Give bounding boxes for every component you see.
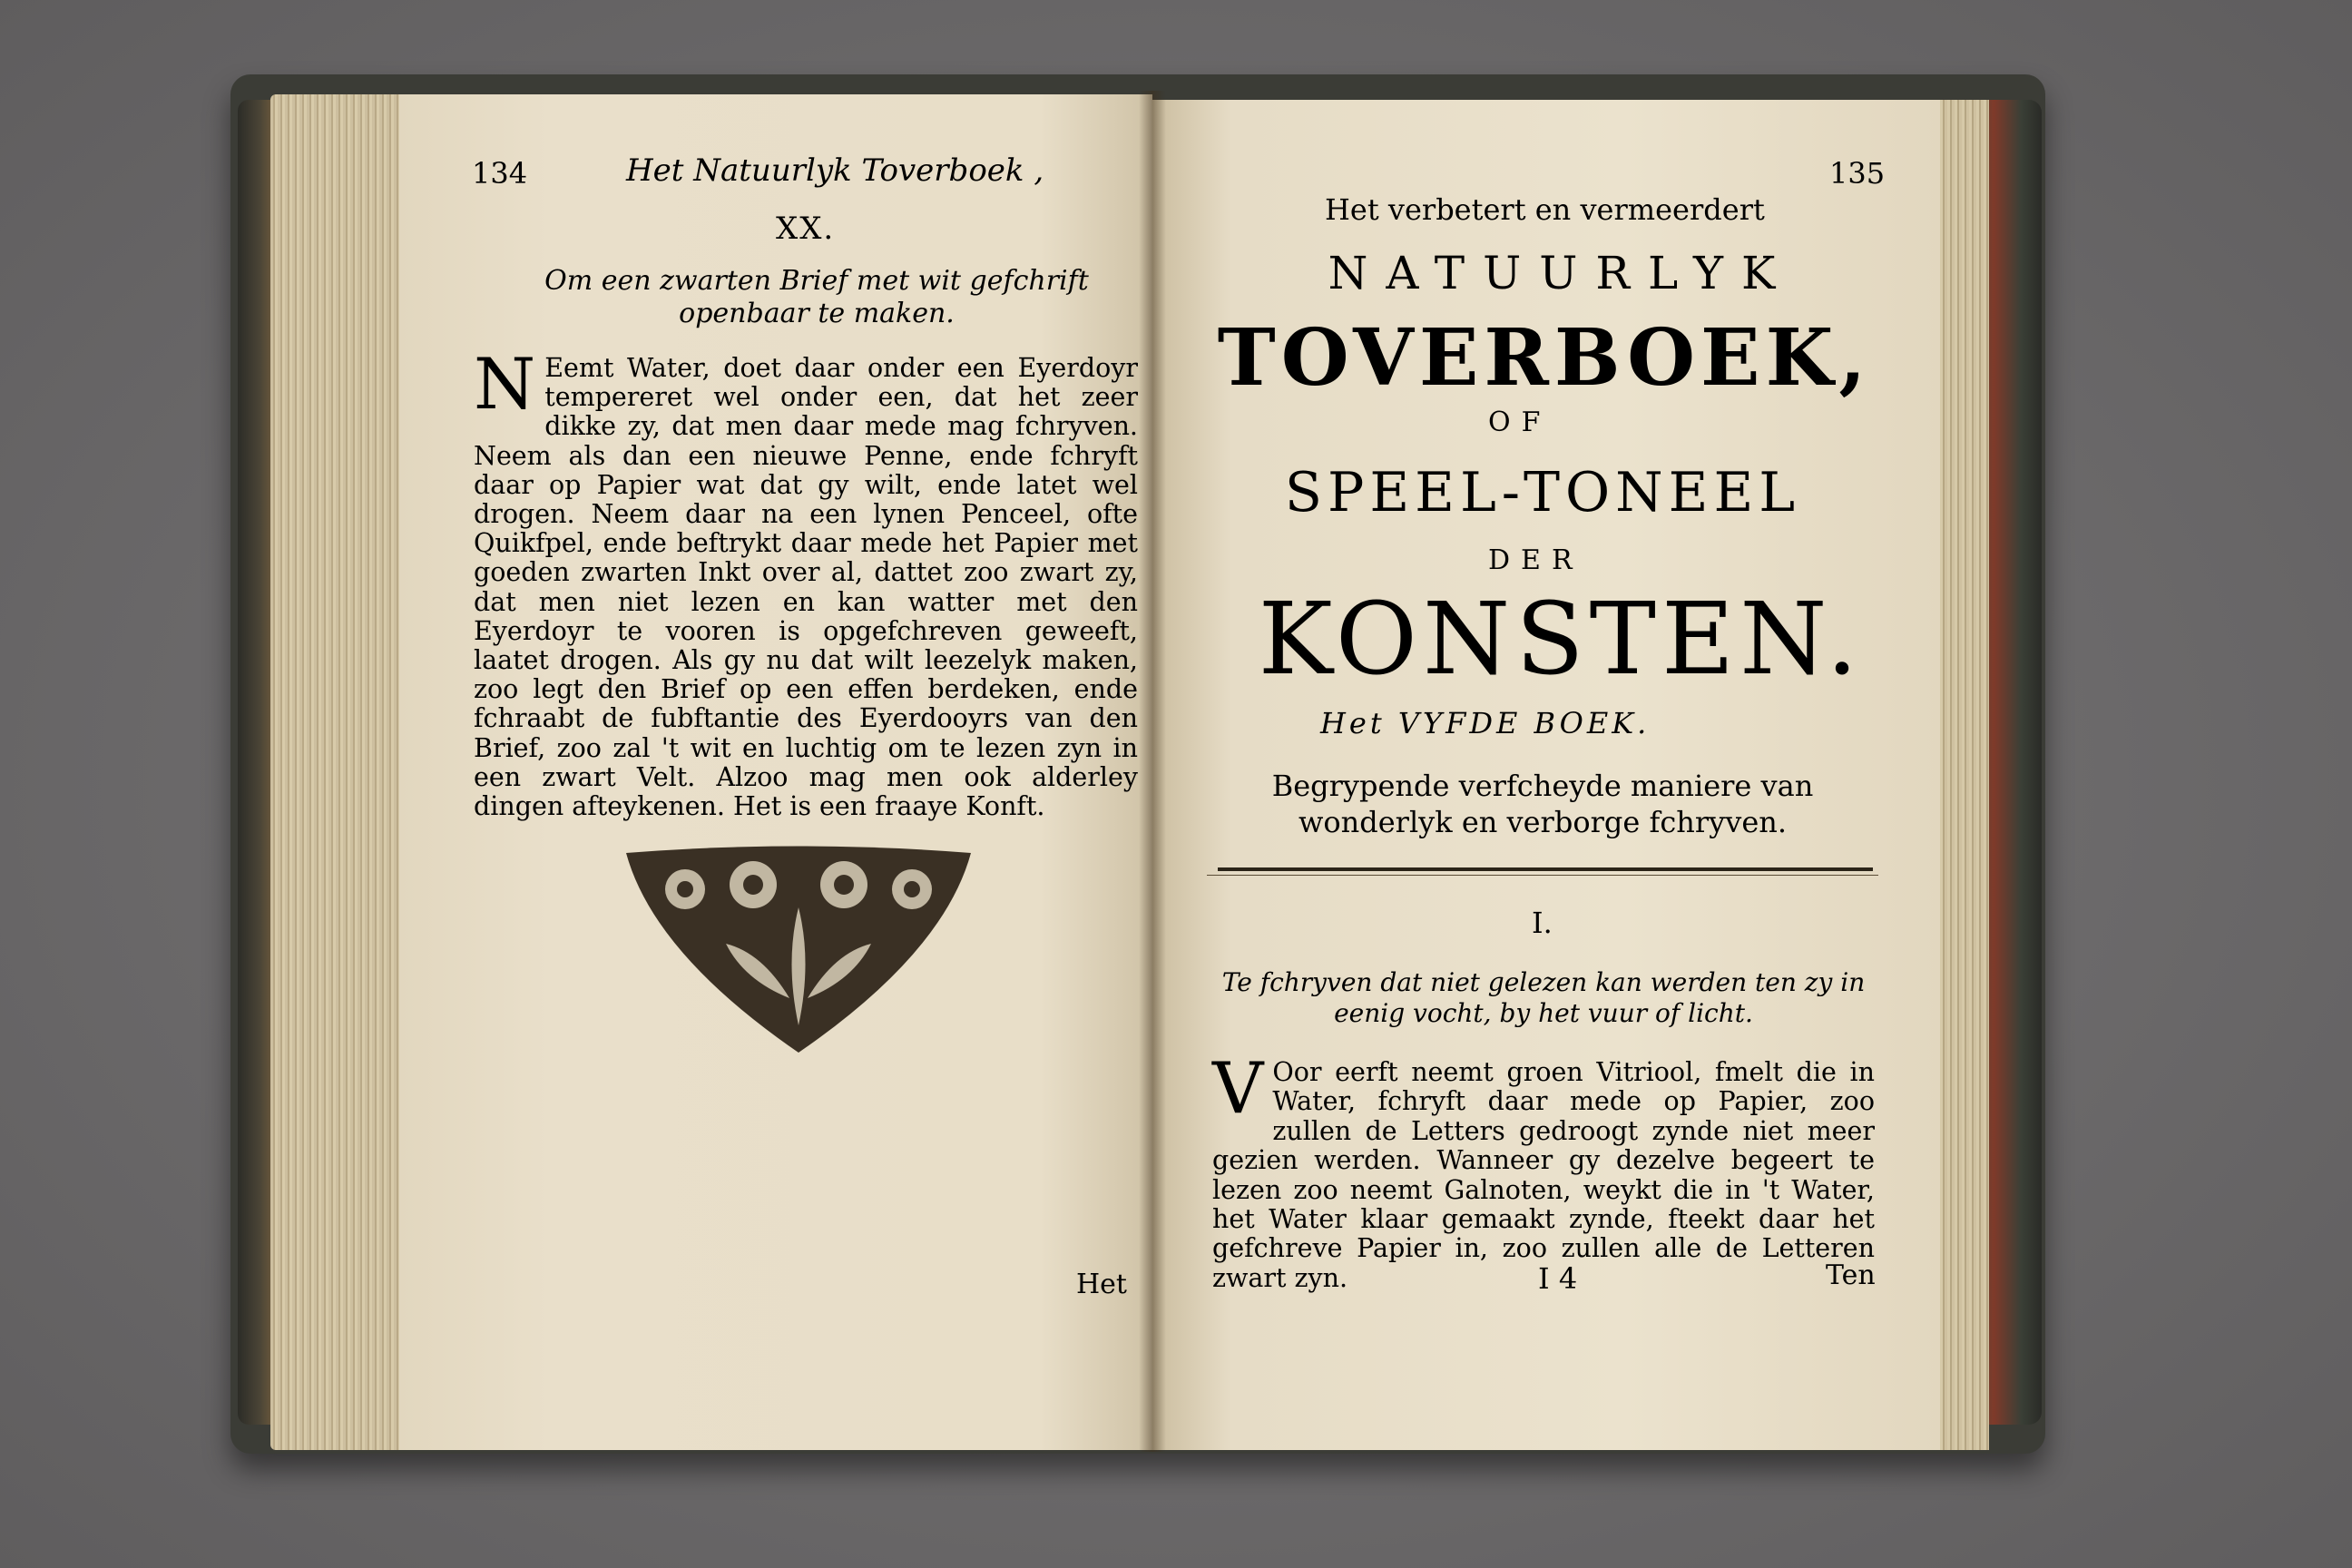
title-der: DER <box>1488 544 1583 576</box>
title-line-konsten: KONSTEN. <box>1258 581 1864 697</box>
right-section-heading: Te fchryven dat niet gelezen kan werden ten zy in eenig vocht, by het vuur of licht. <box>1221 967 1866 1028</box>
left-body-text <box>474 344 1138 822</box>
book-description: Begrypende verfcheyde maniere van wonderlyk en verborge fchryven. <box>1271 769 1814 839</box>
left-body-paragraph: Eemt Water, doet daar onder een Eyerdoyr tempereret wel onder een, dat het zeer dikke zy, dat men daar mede mag fchryven. Neem als dan een nieuwe Penne, ende fchryft daar op Papier wat dat gy wilt, ende latet wel drogen. Neem daar na een lynen Penceel, ofte Quikfpel, ende beftrykt daar mede het Papier met goeden zwarten Inkt over al, dattet zoo zwart zy, dat men niet lezen en kan watter met den Eyerdoyr te vooren is opgefchreven geweeft, laatet drogen. Als gy nu dat wilt leezelyk maken, zoo legt den Brief op een effen berdeken, ende fchraabt de fubftantie des Eyerdooyrs van den Brief, zoo zal 't wit en luchtig om te lezen zyn in een zwart Velt. Alzoo mag men ook alderley dingen afteykenen. Het is een fraaye Konft. <box>474 353 1138 822</box>
right-body-text <box>1212 1048 1875 1293</box>
page-block-right <box>1933 100 1989 1450</box>
title-of: OF <box>1488 407 1552 438</box>
title-subtitle: Het verbetert en vermeerdert <box>1325 192 1765 227</box>
right-drop-cap: V <box>1212 1048 1264 1130</box>
right-page-number: 135 <box>1829 156 1886 191</box>
right-section-number: I. <box>1532 906 1553 940</box>
signature-mark: I 4 <box>1538 1261 1578 1296</box>
title-line-natuurlyk: NATUURLYK <box>1328 247 1794 299</box>
book-gutter <box>1139 91 1166 1452</box>
title-rule-thin <box>1207 875 1878 876</box>
left-running-head: Het Natuurlyk Toverboek , <box>626 152 1044 189</box>
title-line-speel-toneel: SPEEL-TONEEL <box>1284 461 1801 524</box>
right-catchword: Ten <box>1826 1259 1876 1291</box>
page-block-left <box>270 94 407 1450</box>
woodcut-ornament <box>617 844 980 1062</box>
left-catchword: Het <box>1076 1269 1127 1300</box>
title-rule-thick <box>1218 867 1873 871</box>
left-drop-cap: N <box>474 344 536 426</box>
title-line-toverboek: TOVERBOEK, <box>1217 312 1872 404</box>
left-page-number: 134 <box>472 156 528 191</box>
left-section-number: XX. <box>776 211 836 247</box>
right-body-paragraph: Oor eerft neemt groen Vitriool, fmelt die in Water, fchryft daar mede op Papier, zoo zullen de Letters gedroogt zynde niet meer gezien werden. Wanneer gy dezelve begeert te lezen zoo neemt Galnoten, weykt die in 't Water, het Water klaar gemaakt zynde, fteekt daar het gefchreve Papier in, zoo zullen alle de Letteren zwart zyn. <box>1212 1057 1875 1293</box>
cover-edge-left <box>238 100 274 1425</box>
left-section-heading: Om een zwarten Brief met wit gefchrift openbaar te maken. <box>544 265 1089 329</box>
book-label: Het VYFDE BOEK. <box>1320 706 1651 740</box>
